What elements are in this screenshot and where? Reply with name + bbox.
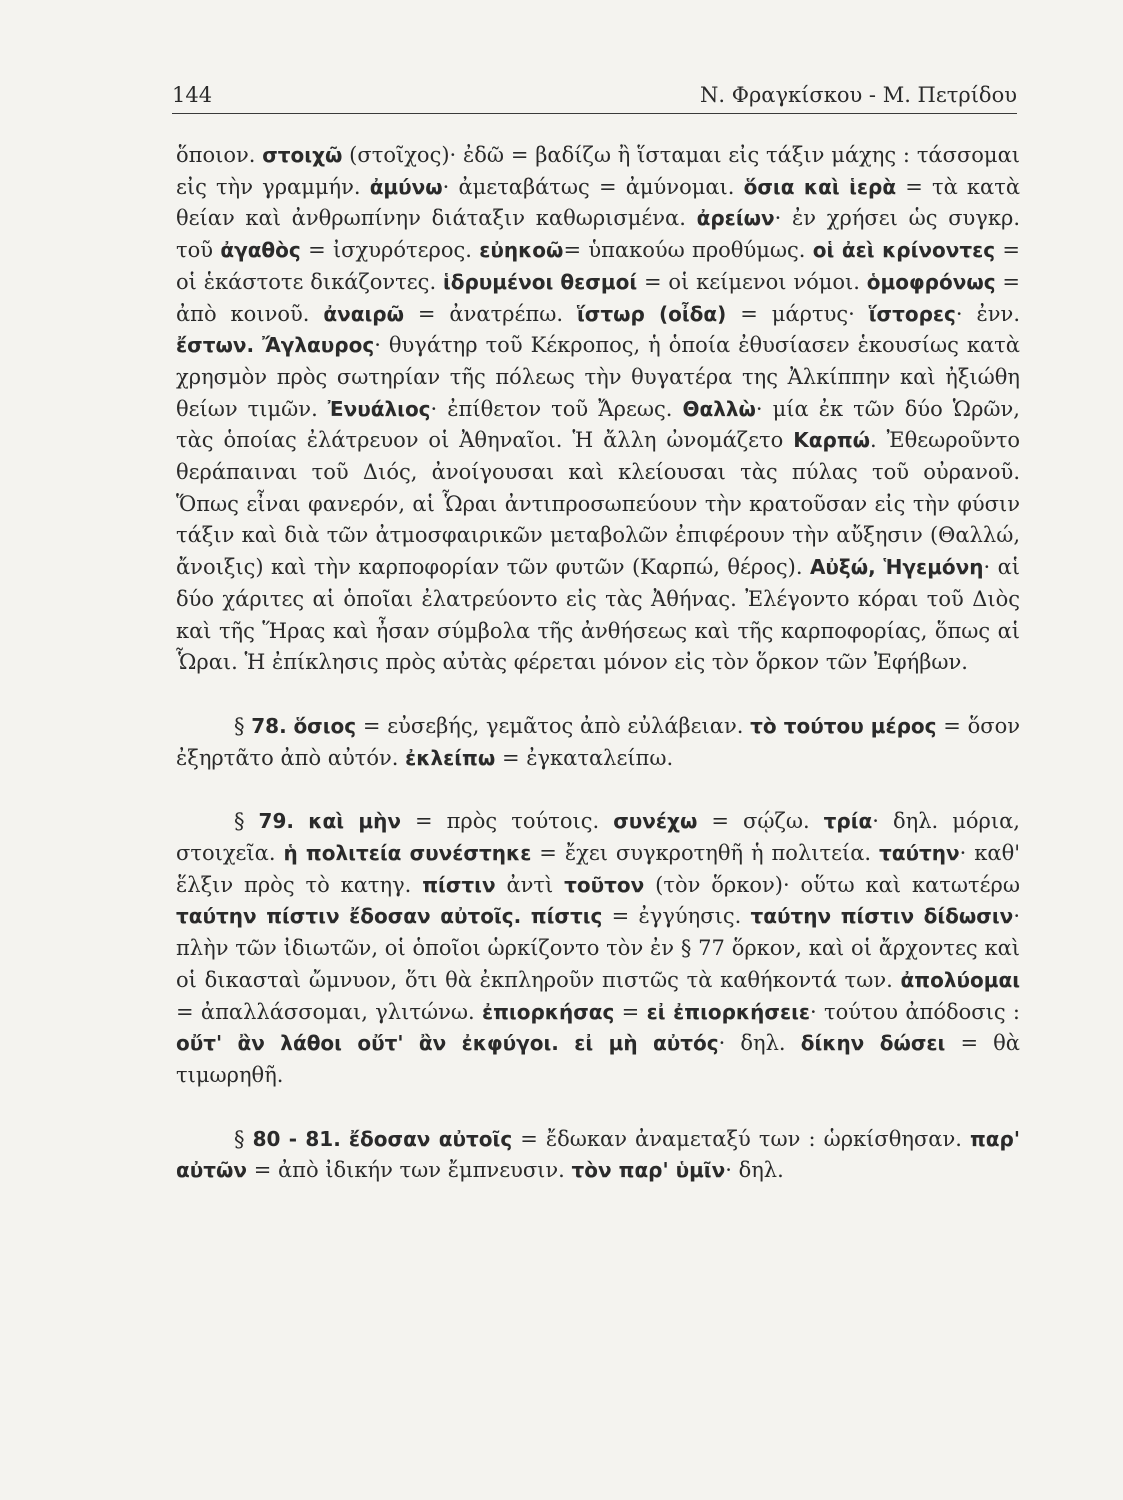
lemma-term: ἀγαθὸς bbox=[220, 238, 301, 263]
lemma-term: ὅσια καὶ ἱερὰ bbox=[743, 174, 897, 199]
lemma-term: Καρπώ bbox=[793, 428, 871, 453]
paragraph-section-78 bbox=[176, 711, 1020, 774]
gloss-text: · δηλ. bbox=[725, 1158, 784, 1183]
lemma-term: 79. καὶ μὴν bbox=[258, 809, 401, 834]
gloss-text: · δηλ. μόρια, στοιχεῖα. bbox=[176, 809, 1020, 866]
gloss-text: ἀντὶ bbox=[495, 872, 565, 897]
gloss-text: = ἔδωκαν ἀναμεταξύ των : ὡρκίσθησαν. bbox=[512, 1126, 970, 1151]
running-title: Ν. Φραγκίσκου - Μ. Πετρίδου bbox=[700, 83, 1017, 107]
gloss-text: = ὑπακούω προθύμως. bbox=[563, 238, 813, 263]
lemma-term: τὸν παρ' ὑμῖν bbox=[571, 1158, 726, 1183]
lemma-term: ἔστων. bbox=[176, 333, 255, 358]
gloss-text: ὅποιον. bbox=[176, 143, 263, 167]
gloss-text: · θυγάτηρ τοῦ Κέκροπος, ἡ ὁποία ἐθυσίασεν ἑκουσίως κατὰ χρησμὸν πρὸς σωτηρίαν τῆς πόλεως τὴν θυγατέρα της Ἀλκίππην καὶ ἠξιώθη θείων τιμῶν. bbox=[176, 333, 1020, 421]
lemma-term: ἡ πολιτεία συνέστηκε bbox=[283, 841, 532, 866]
gloss-text: · ἐν χρήσει ὡς συγκρ. τοῦ bbox=[176, 206, 1021, 263]
gloss-text: · καθ' ἕλξιν πρὸς τὸ κατηγ. bbox=[176, 841, 1021, 897]
gloss-text: = πρὸς τούτοις. bbox=[400, 809, 614, 834]
gloss-text: § bbox=[234, 809, 259, 834]
gloss-text bbox=[254, 333, 262, 357]
lemma-term: ἀπολύομαι bbox=[900, 967, 1020, 992]
lemma-term: τρία bbox=[823, 809, 873, 834]
gloss-text: = εὐσεβής, γεμᾶτος ἀπὸ εὐλάβειαν. bbox=[356, 713, 751, 738]
lemma-term: ἵστωρ (οἶδα) bbox=[576, 301, 727, 326]
lemma-term: ἀναιρῶ bbox=[323, 301, 404, 326]
lemma-term: ἀμύνω bbox=[369, 174, 443, 199]
lemma-term: ταύτην πίστιν δίδωσιν bbox=[750, 904, 1014, 929]
lemma-term: οἱ ἀεὶ κρίνοντες bbox=[812, 238, 996, 263]
lemma-term: 80 - 81. bbox=[252, 1126, 341, 1151]
gloss-text: · μία ἐκ τῶν δύο Ὡρῶν, τὰς ὁποίας ἐλάτρευον οἱ Ἀθηναῖοι. Ἡ ἄλλη ὠνομάζετο bbox=[176, 396, 1020, 453]
gloss-text: · αἱ δύο χάριτες αἱ ὁποῖαι ἐλατρεύοντο εἰς τὰς Ἀθήνας. Ἐλέγοντο κόραι τοῦ Διὸς καὶ τῆς Ἥρας καὶ ἦσαν σύμβολα τῆς ἀνθήσεως καὶ τῆς καρποφορίας, ὅπως αἱ Ὧραι. Ἡ ἐπίκλησις πρὸς αὐτὰς φέρεται μόνον εἰς τὸν ὅρκον τῶν Ἐφήβων. bbox=[176, 555, 1021, 675]
gloss-text: = ἀνατρέπω. bbox=[403, 301, 577, 326]
gloss-text: (τὸν ὅρκον)· οὕτω καὶ κατωτέρω bbox=[644, 872, 1020, 897]
gloss-text: = τὰ κατὰ θείαν καὶ ἀνθρωπίνην διάταξιν καθωρισμένα. bbox=[176, 174, 1021, 231]
gloss-text: = ἔχει συγκροτηθῆ ἡ πολιτεία. bbox=[531, 841, 880, 866]
gloss-text: (στοῖχος)· ἐδῶ = βαδίζω ἢ ἵσταμαι εἰς τάξιν μάχης : τάσσομαι εἰς τὴν γραμμήν. bbox=[176, 143, 1020, 199]
lemma-term: Ἄγλαυρος bbox=[262, 333, 375, 358]
lemma-term: ταύτην bbox=[879, 841, 960, 866]
gloss-text: = bbox=[614, 999, 647, 1024]
lemma-term: Αὐξώ, Ἡγεμόνη bbox=[809, 555, 984, 580]
gloss-text: § bbox=[234, 1126, 253, 1151]
commentary-text bbox=[176, 140, 1020, 1187]
gloss-text: = οἱ κείμενοι νόμοι. bbox=[637, 269, 867, 294]
gloss-text: · ἐπίθετον τοῦ Ἄρεως. bbox=[430, 396, 683, 421]
gloss-text: = θὰ τιμωρηθῆ. bbox=[176, 1031, 1020, 1087]
lemma-term: 78. bbox=[251, 713, 287, 738]
gloss-text: § bbox=[234, 713, 252, 738]
gloss-text: = σῴζω. bbox=[697, 809, 824, 834]
lemma-term: στοιχῶ bbox=[262, 143, 343, 167]
lemma-term: δίκην δώσει bbox=[800, 1031, 946, 1056]
gloss-text: = ἐγκαταλείπω. bbox=[495, 745, 674, 770]
lemma-term: τοῦτον bbox=[564, 872, 645, 897]
lemma-term: ταύτην πίστιν ἔδοσαν αὐτοῖς. πίστις bbox=[176, 904, 603, 929]
lemma-term: Ἐνυάλιος bbox=[327, 396, 431, 421]
lemma-term: παρ' αὐτῶν bbox=[176, 1126, 1020, 1183]
paragraph bbox=[176, 140, 1020, 679]
lemma-term: ὅσιος bbox=[293, 713, 357, 738]
gloss-text: · ἀμεταβάτως = ἀμύνομαι. bbox=[442, 174, 744, 199]
gloss-text: . Ἐθεωροῦντο θεράπαιναι τοῦ Διός, ἀνοίγουσαι καὶ κλείουσαι τὰς πύλας τοῦ οὐρανοῦ. Ὅπως εἶναι φανερόν, αἱ Ὧραι ἀντιπροσωπεύουν τὴν κρατοῦσαν εἰς τὴν φύσιν τάξιν καὶ διὰ τῶν ἀτμοσφαιρικῶν μεταβολῶν ἐπιφέρουν τὴν αὔξησιν (Θαλλώ, ἄνοιξις) καὶ τὴν καρποφορίαν τῶν φυτῶν (Καρπώ, θέρος). bbox=[176, 428, 1020, 580]
lemma-term: ἔδοσαν αὐτοῖς bbox=[348, 1126, 513, 1151]
lemma-term: ὁμοφρόνως bbox=[866, 269, 996, 294]
gloss-text: · ἐνν. bbox=[955, 301, 1020, 326]
paragraph-section-80-81 bbox=[176, 1124, 1020, 1187]
gloss-text: · τούτου ἀπόδοσις : bbox=[810, 999, 1020, 1024]
lemma-term: συνέχω bbox=[613, 809, 698, 834]
lemma-term: ἀρείων bbox=[696, 206, 775, 231]
gloss-text: = οἱ ἑκάστοτε δικάζοντες. bbox=[176, 238, 1021, 294]
lemma-term: πίστιν bbox=[422, 872, 496, 897]
gloss-text bbox=[341, 1127, 349, 1151]
lemma-term: ἱδρυμένοι θεσμοί bbox=[442, 269, 638, 294]
gloss-text: = ὅσον ἐξηρτᾶτο ἀπὸ αὐτόν. bbox=[176, 713, 1020, 770]
lemma-term: οὔτ' ἂν λάθοι οὔτ' ἂν ἐκφύγοι. εἰ μὴ αὐτός bbox=[176, 1031, 719, 1056]
gloss-text: = ἀπὸ ἰδικήν των ἔμπνευσιν. bbox=[247, 1158, 572, 1183]
page-number: 144 bbox=[172, 83, 213, 107]
gloss-text: = ἰσχυρότερος. bbox=[300, 238, 480, 263]
gloss-text: = ἀπὸ κοινοῦ. bbox=[176, 269, 1020, 326]
lemma-term: ἵστορες bbox=[868, 301, 956, 326]
lemma-term: ἐπιορκήσας bbox=[481, 999, 615, 1024]
gloss-text: = ἐγγύησις. bbox=[602, 904, 751, 929]
lemma-term: εὐηκοῶ bbox=[479, 238, 564, 263]
gloss-text: · πλὴν τῶν ἰδιωτῶν, οἱ ὁποῖοι ὡρκίζοντο τὸν ἐν § 77 ὅρκον, καὶ οἱ ἄρχοντες καὶ οἱ δικασταὶ ὤμνυον, ὅτι θὰ ἐκπληροῦν πιστῶς τὰ καθήκοντά των. bbox=[176, 904, 1020, 992]
gloss-text: · δηλ. bbox=[718, 1031, 801, 1056]
lemma-term: Θαλλὼ bbox=[682, 396, 756, 421]
header-rule bbox=[172, 113, 1017, 114]
lemma-term: τὸ τούτου μέρος bbox=[750, 713, 937, 738]
gloss-text: = μάρτυς· bbox=[726, 301, 869, 326]
paragraph-section-79 bbox=[176, 806, 1020, 1091]
gloss-text: = ἀπαλλάσσομαι, γλιτώνω. bbox=[176, 999, 482, 1024]
lemma-term: ἐκλείπω bbox=[405, 745, 496, 770]
lemma-term: εἰ ἐπιορκήσειε bbox=[646, 999, 811, 1024]
